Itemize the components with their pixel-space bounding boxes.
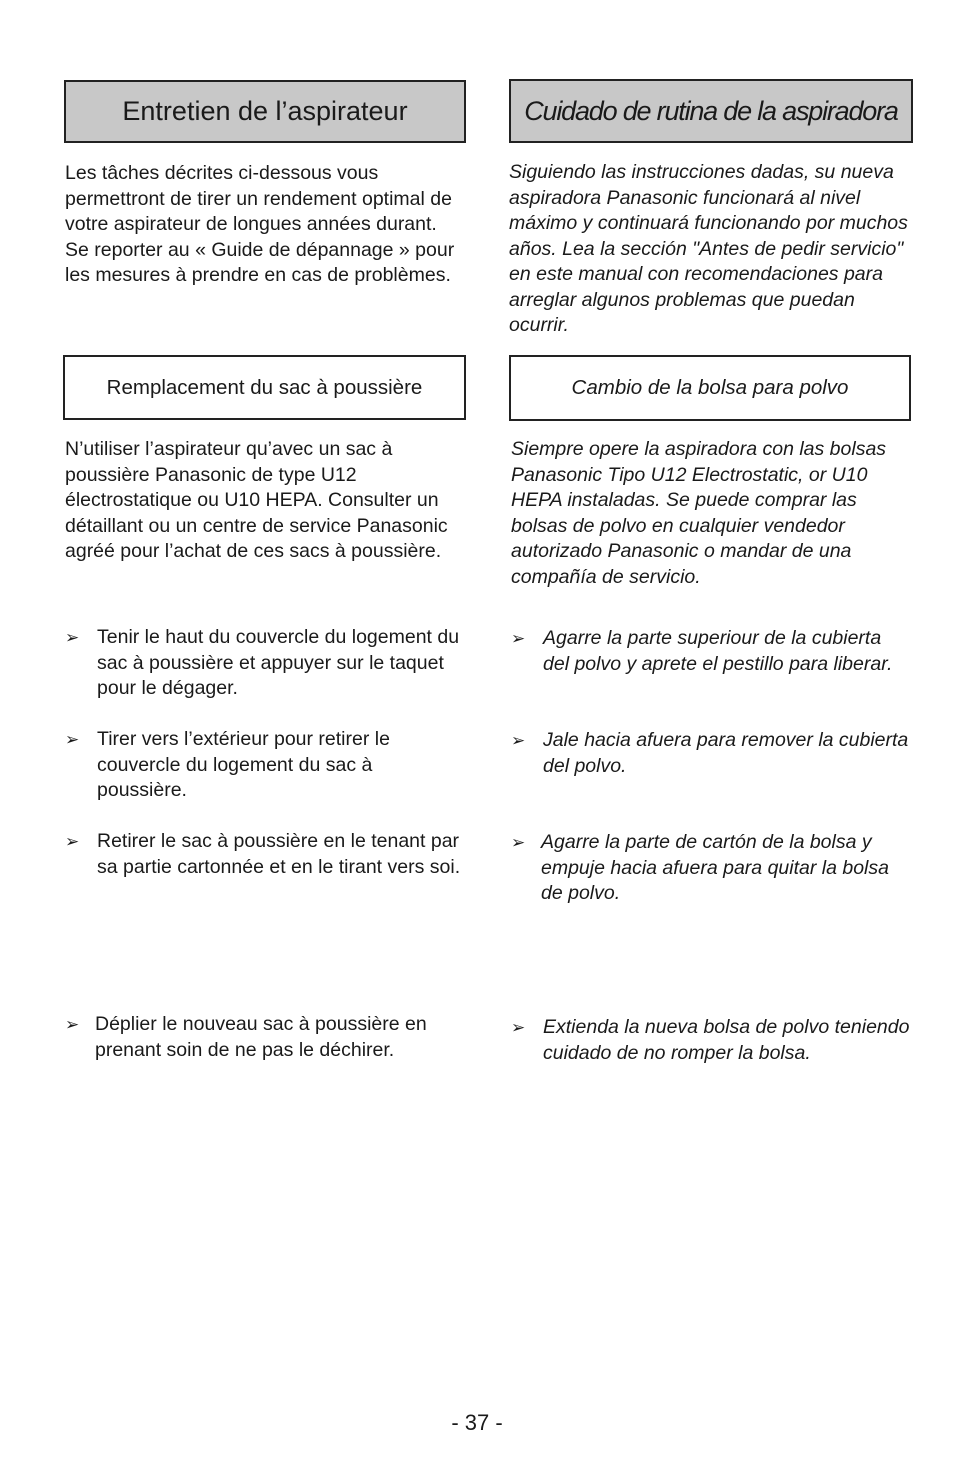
es-step-2-text: Jale hacia afuera para remover la cubierta del polvo.: [543, 729, 909, 777]
fr-subsection-title: [63, 355, 466, 420]
es-intro-paragraph: Siguiendo las instrucciones dadas, su nueva aspiradora Panasonic funcionará al nivel máximo y continuará funcionando por muchos años. Lea la sección "Antes de pedir servicio" en este manual con recomendaciones para arreglar algunos problemas que puedan ocurrir.: [509, 161, 908, 336]
fr-section-title: [64, 80, 466, 143]
arrow-bullet-icon: ➢: [65, 832, 80, 851]
es-section-title: [509, 79, 913, 143]
fr-bag-note: N’utiliser l’aspirateur qu’avec un sac à poussière Panasonic de type U12 électrostatique ou U10 HEPA. Consulter un détaillant ou un centre de service Panasonic agréé pour l’achat de ces sacs à poussière.: [65, 438, 448, 562]
es-step-3-text: Agarre la parte de cartón de la bolsa y empuje hacia afuera para quitar la bolsa de polvo.: [541, 831, 889, 904]
fr-step-3: [65, 829, 465, 880]
es-step-1: [511, 626, 911, 677]
es-section-title-text: Cuidado de rutina de la aspiradora: [524, 95, 898, 126]
es-subsection-title: [509, 355, 911, 421]
page-number: - 37 -: [451, 1410, 503, 1435]
fr-step-2-text: Tirer vers l’extérieur pour retirer le couvercle du logement du sac à poussière.: [97, 728, 390, 801]
es-step-3: [511, 830, 911, 907]
fr-step-2: [65, 727, 465, 804]
fr-step-3-text: Retirer le sac à poussière en le tenant par sa partie cartonnée et en le tirant vers soi.: [97, 830, 461, 878]
fr-step-4-text: Déplier le nouveau sac à poussière en prenant soin de ne pas le déchirer.: [95, 1013, 427, 1061]
arrow-bullet-icon: ➢: [511, 731, 526, 750]
fr-intro-paragraph: Les tâches décrites ci-dessous vous permettront de tirer un rendement optimal de votre aspirateur de longues années durant. Se reporter au « Guide de dépannage » pour les mesures à prendre en cas de problèmes.: [65, 162, 455, 286]
arrow-bullet-icon: ➢: [511, 1018, 526, 1037]
arrow-bullet-icon: ➢: [65, 730, 80, 749]
fr-step-1-text: Tenir le haut du couvercle du logement du sac à poussière et appuyer sur le taquet pour le dégager.: [97, 626, 460, 699]
es-bag-note: Siempre opere la aspiradora con las bolsas Panasonic Tipo U12 Electrostatic, or U10 HEPA instaladas. Se puede comprar las bolsas de polvo en cualquier vendedor autorizado Panasonic o mandar de una compañía de servicio.: [511, 438, 887, 588]
es-step-4: [511, 1015, 911, 1066]
fr-subsection-title-text: Remplacement du sac à poussière: [106, 375, 423, 399]
fr-step-1: [65, 625, 465, 702]
es-step-4-text: Extienda la nueva bolsa de polvo teniendo cuidado de no romper la bolsa.: [543, 1016, 910, 1064]
es-subsection-title-text: Cambio de la bolsa para polvo: [571, 376, 849, 399]
es-step-1-text: Agarre la parte superiour de la cubierta del polvo y aprete el pestillo para liberar.: [543, 627, 893, 675]
arrow-bullet-icon: ➢: [65, 1015, 80, 1034]
arrow-bullet-icon: ➢: [511, 629, 526, 648]
es-step-2: [511, 728, 911, 779]
arrow-bullet-icon: ➢: [511, 833, 526, 852]
arrow-bullet-icon: ➢: [65, 628, 80, 647]
fr-step-4: [65, 1012, 465, 1063]
fr-section-title-text: Entretien de l’aspirateur: [122, 96, 408, 126]
